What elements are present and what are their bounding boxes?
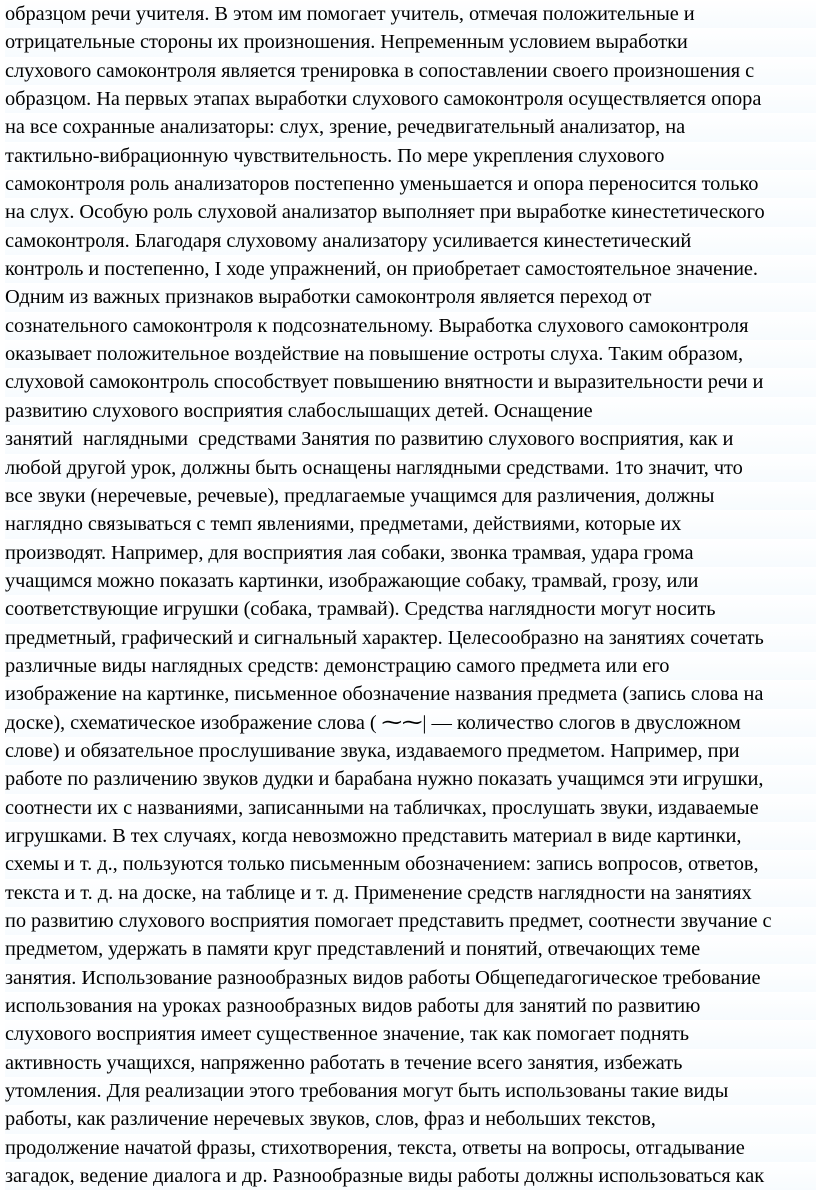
text-line: слухового самоконтроля является тренировка в сопоставлении своего произношения с [5, 57, 816, 85]
text-line: слове) и обязательное прослушивание звука, издаваемого предметом. Например, при [5, 737, 816, 765]
document-text-body [5, 0, 816, 1190]
text-line: все звуки (неречевые, речевые), предлагаемые учащимся для различения, должны [5, 482, 816, 510]
text-line: развитию слухового восприятия слабослышащих детей. Оснащение [5, 397, 816, 425]
text-line: любой другой урок, должны быть оснащены наглядными средствами. 1то значит, что [5, 454, 816, 482]
text-line: сознательного самоконтроля к подсознательному. Выработка слухового самоконтроля [5, 312, 816, 340]
text-line: контроль и постепенно, I ходе упражнений, он приобретает самостоятельное значение. [5, 255, 816, 283]
text-line: самоконтроля. Благодаря слуховому анализатору усиливается кинестетический [5, 227, 816, 255]
text-line: игрушками. В тех случаях, когда невозможно представить материал в виде картинки, [5, 822, 816, 850]
text-line: продолжение начатой фразы, стихотворения, текста, ответы на вопросы, отгадывание [5, 1134, 816, 1162]
text-line: предметом, удержать в памяти круг представлений и понятий, отвечающих теме [5, 935, 816, 963]
text-line: слуховой самоконтроль способствует повышению внятности и выразительности речи и [5, 368, 816, 396]
text-line: занятий наглядными средствами Занятия по развитию слухового восприятия, как и [5, 425, 816, 453]
text-line: различные виды наглядных средств: демонстрацию самого предмета или его [5, 652, 816, 680]
text-line: образцом. На первых этапах выработки слухового самоконтроля осуществляется опора [5, 85, 816, 113]
text-line: оказывает положительное воздействие на повышение остроты слуха. Таким образом, [5, 340, 816, 368]
text-line: тактильно-вибрационную чувствительность. По мере укрепления слухового [5, 142, 816, 170]
text-line: утомления. Для реализации этого требования могут быть использованы такие виды [5, 1077, 816, 1105]
text-line: работе по различению звуков дудки и барабана нужно показать учащимся эти игрушки, [5, 765, 816, 793]
text-line: наглядно связываться с темп явлениями, предметами, действиями, которые их [5, 510, 816, 538]
text-line: работы, как различение неречевых звуков, слов, фраз и небольших текстов, [5, 1105, 816, 1133]
text-line: слухового восприятия имеет существенное значение, так как помогает поднять [5, 1020, 816, 1048]
text-line: соотнести их с названиями, записанными на табличках, прослушать звуки, издаваемые [5, 794, 816, 822]
text-line: на слух. Особую роль слуховой анализатор выполняет при выработке кинестетического [5, 198, 816, 226]
text-line: учащимся можно показать картинки, изображающие собаку, трамвай, грозу, или [5, 567, 816, 595]
text-line: производят. Например, для восприятия лая собаки, звонка трамвая, удара грома [5, 539, 816, 567]
text-line: текста и т. д. на доске, на таблице и т. д. Применение средств наглядности на занятиях [5, 879, 816, 907]
text-line: Одним из важных признаков выработки самоконтроля является переход от [5, 283, 816, 311]
text-line: по развитию слухового восприятия помогает представить предмет, соотнести звучание с [5, 907, 816, 935]
text-line: соответствующие игрушки (собака, трамвай). Средства наглядности могут носить [5, 595, 816, 623]
text-line: доске), схематическое изображение слова ( ⁓⁓| — количество слогов в двусложном [5, 709, 816, 737]
text-line: активность учащихся, напряженно работать в течение всего занятия, избежать [5, 1049, 816, 1077]
text-line: загадок, ведение диалога и др. Разнообразные виды работы должны использоваться как [5, 1162, 816, 1190]
text-line: изображение на картинке, письменное обозначение названия предмета (запись слова на [5, 680, 816, 708]
text-line: схемы и т. д., пользуются только письменным обозначением: запись вопросов, ответов, [5, 850, 816, 878]
text-line: самоконтроля роль анализаторов постепенно уменьшается и опора переносится только [5, 170, 816, 198]
text-line: на все сохранные анализаторы: слух, зрение, речедвигательный анализатор, на [5, 113, 816, 141]
text-line: использования на уроках разнообразных видов работы для занятий по развитию [5, 992, 816, 1020]
text-line: образцом речи учителя. В этом им помогает учитель, отмечая положительные и [5, 0, 816, 28]
text-line: отрицательные стороны их произношения. Непременным условием выработки [5, 28, 816, 56]
text-line: предметный, графический и сигнальный характер. Целесообразно на занятиях сочетать [5, 624, 816, 652]
text-line: занятия. Использование разнообразных видов работы Общепедагогическое требование [5, 964, 816, 992]
